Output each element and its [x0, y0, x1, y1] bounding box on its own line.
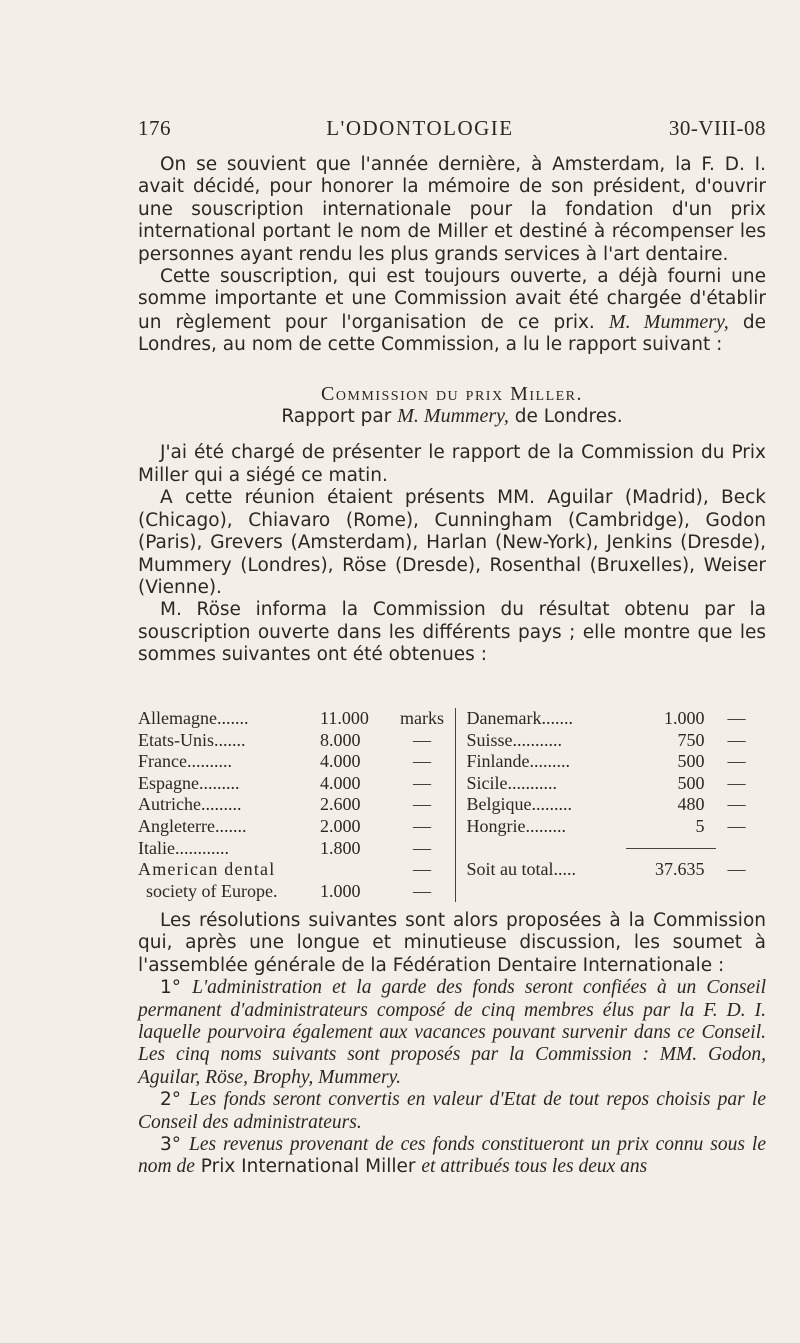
table-row [138, 794, 455, 816]
table-row [138, 816, 455, 838]
unit: — [413, 751, 431, 772]
amount: 2.000 [320, 815, 361, 836]
subtitle-prefix: Rapport par [281, 406, 392, 428]
amount: 1.000 [320, 880, 361, 901]
amount: 5 [695, 815, 705, 836]
unit: — [413, 772, 431, 793]
country-name: France.......... [138, 751, 232, 772]
resolutions-intro: Les résolutions suivantes sont alors proposées à la Commission qui, après une longue et minutieuse discussion, les soumet à l'assemblée générale de la Fédération Dentaire Internationale : [138, 910, 766, 976]
resolution-number: 2° [160, 1089, 182, 1111]
author-name: M. Mummery, [608, 310, 729, 333]
page-number: 176 [138, 116, 171, 140]
table-row [138, 708, 455, 730]
table-row [466, 773, 766, 795]
report-paragraph-3: M. Röse informa la Commission du résultat obtenu par la souscription ouverte dans les différents pays ; elle montre que les sommes suivantes ont été obtenues : [138, 599, 766, 666]
total-label: Soit au total..... [466, 858, 576, 879]
total-rule [626, 848, 716, 849]
issue-date: 30-VIII-08 [668, 116, 766, 140]
country-name: society of Europe. [146, 880, 278, 901]
subscription-table [138, 708, 766, 902]
amount: 480 [677, 794, 705, 815]
resolution-3 [138, 1134, 766, 1179]
paragraph-souscription-text: Cette souscription, qui est toujours ouverte, a déjà fourni une somme importante et une Commission avait été chargée d'établir un règlement pour l'organisation de ce prix. [138, 266, 766, 333]
table-total-row [466, 859, 766, 881]
total-amount: 37.635 [654, 858, 705, 879]
unit: — [727, 794, 746, 815]
unit: — [727, 772, 746, 793]
table-left-column [138, 708, 456, 902]
country-name: Etats-Unis....... [138, 729, 246, 750]
country-name: American dental [138, 859, 276, 880]
country-name: Angleterre....... [138, 815, 247, 836]
amount: 4.000 [320, 751, 361, 772]
resolution-number: 3° [160, 1134, 182, 1156]
country-name: Belgique......... [466, 794, 572, 815]
table-row [466, 794, 766, 816]
table-row [138, 751, 455, 773]
country-name: Hongrie......... [466, 815, 566, 836]
table-row [138, 773, 455, 795]
section-title: Commission du prix Miller. [320, 382, 584, 405]
unit: — [413, 859, 431, 880]
running-header [138, 116, 766, 141]
unit: — [413, 837, 431, 858]
unit: — [727, 815, 746, 836]
table-row [138, 730, 455, 752]
unit: — [413, 794, 431, 815]
table-row [466, 751, 766, 773]
resolution-1 [138, 977, 766, 1089]
country-name: Sicile........... [466, 772, 557, 793]
journal-title: L'ODONTOLOGIE [326, 116, 514, 140]
table-row [138, 838, 455, 860]
unit: — [727, 729, 746, 750]
unit: — [413, 880, 431, 901]
amount: 4.000 [320, 772, 361, 793]
amount: 8.000 [320, 729, 361, 750]
paragraph-souscription-end: de Londres, au nom de cette Commission, a lu le rapport suivant : [138, 311, 766, 356]
country-name: Danemark....... [466, 708, 573, 728]
table-row [466, 730, 766, 752]
amount: 500 [677, 772, 705, 793]
amount: 500 [677, 751, 705, 772]
table-right-column [456, 708, 766, 902]
section-subtitle [138, 405, 766, 428]
table-row [138, 859, 455, 881]
table-row [138, 881, 455, 903]
resolution-text: Les revenus provenant de ces fonds constitueront un prix connu sous le nom de [138, 1134, 766, 1178]
unit: — [413, 729, 431, 750]
table-row [466, 816, 766, 838]
country-name: Autriche......... [138, 794, 242, 815]
resolution-text-end: et attribués tous les deux ans [421, 1156, 648, 1178]
prize-name: Prix International Miller [200, 1156, 416, 1178]
country-name: Allemagne....... [138, 708, 249, 728]
amount: 2.600 [320, 794, 361, 815]
unit: — [413, 815, 431, 836]
subtitle-suffix: de Londres. [514, 406, 623, 428]
amount [320, 859, 392, 881]
resolution-text: Les fonds seront convertis en valeur d'Etat de tout repos choisis par le Conseil des administrateurs. [138, 1089, 766, 1133]
resolution-text: L'administration et la garde des fonds seront confiées à un Conseil permanent d'administrateurs composé de cinq membres élus par la F. D. I. laquelle pourvoira également aux vacances pouvant survenir dans ce Conseil. Les cinq noms suivants sont proposés par la Commission : MM. Godon, Aguilar, Röse, Brophy, Mummery. [138, 977, 766, 1088]
unit: — [727, 751, 746, 772]
unit: — [727, 708, 746, 728]
country-name: Italie............ [138, 837, 229, 858]
country-name: Espagne......... [138, 772, 240, 793]
table-row [466, 708, 766, 730]
subtitle-author: M. Mummery, [397, 405, 509, 428]
unit: marks [400, 708, 444, 728]
amount: 1.000 [663, 708, 705, 728]
body-text [138, 154, 766, 667]
paragraph-intro: On se souvient que l'année dernière, à Amsterdam, la F. D. I. avait décidé, pour honorer la mémoire de son président, d'ouvrir une souscription internationale pour la fondation d'un prix international portant le nom de Miller et destiné à récompenser les personnes ayant rendu les plus grands services à l'art dentaire. [138, 154, 766, 265]
country-name: Suisse........... [466, 729, 562, 750]
report-paragraph-1: J'ai été chargé de présenter le rapport de la Commission du Prix Miller qui a siégé ce matin. [138, 442, 766, 486]
country-name: Finlande......... [466, 751, 570, 772]
paragraph-souscription [138, 266, 766, 357]
unit: — [727, 858, 746, 879]
amount: 11.000 [320, 708, 369, 728]
amount: 1.800 [320, 837, 361, 858]
resolutions-text [138, 910, 766, 1179]
amount: 750 [677, 729, 705, 750]
report-paragraph-2: A cette réunion étaient présents MM. Aguilar (Madrid), Beck (Chicago), Chiavaro (Rome), Cunningham (Cambridge), Godon (Paris), Grevers (Amsterdam), Harlan (New-York), Jenkins (Dresde), Mummery (Londres), Röse (Dresde), Rosenthal (Bruxelles), Weiser (Vienne). [138, 487, 766, 598]
resolution-2 [138, 1089, 766, 1134]
resolution-number: 1° [160, 977, 182, 999]
